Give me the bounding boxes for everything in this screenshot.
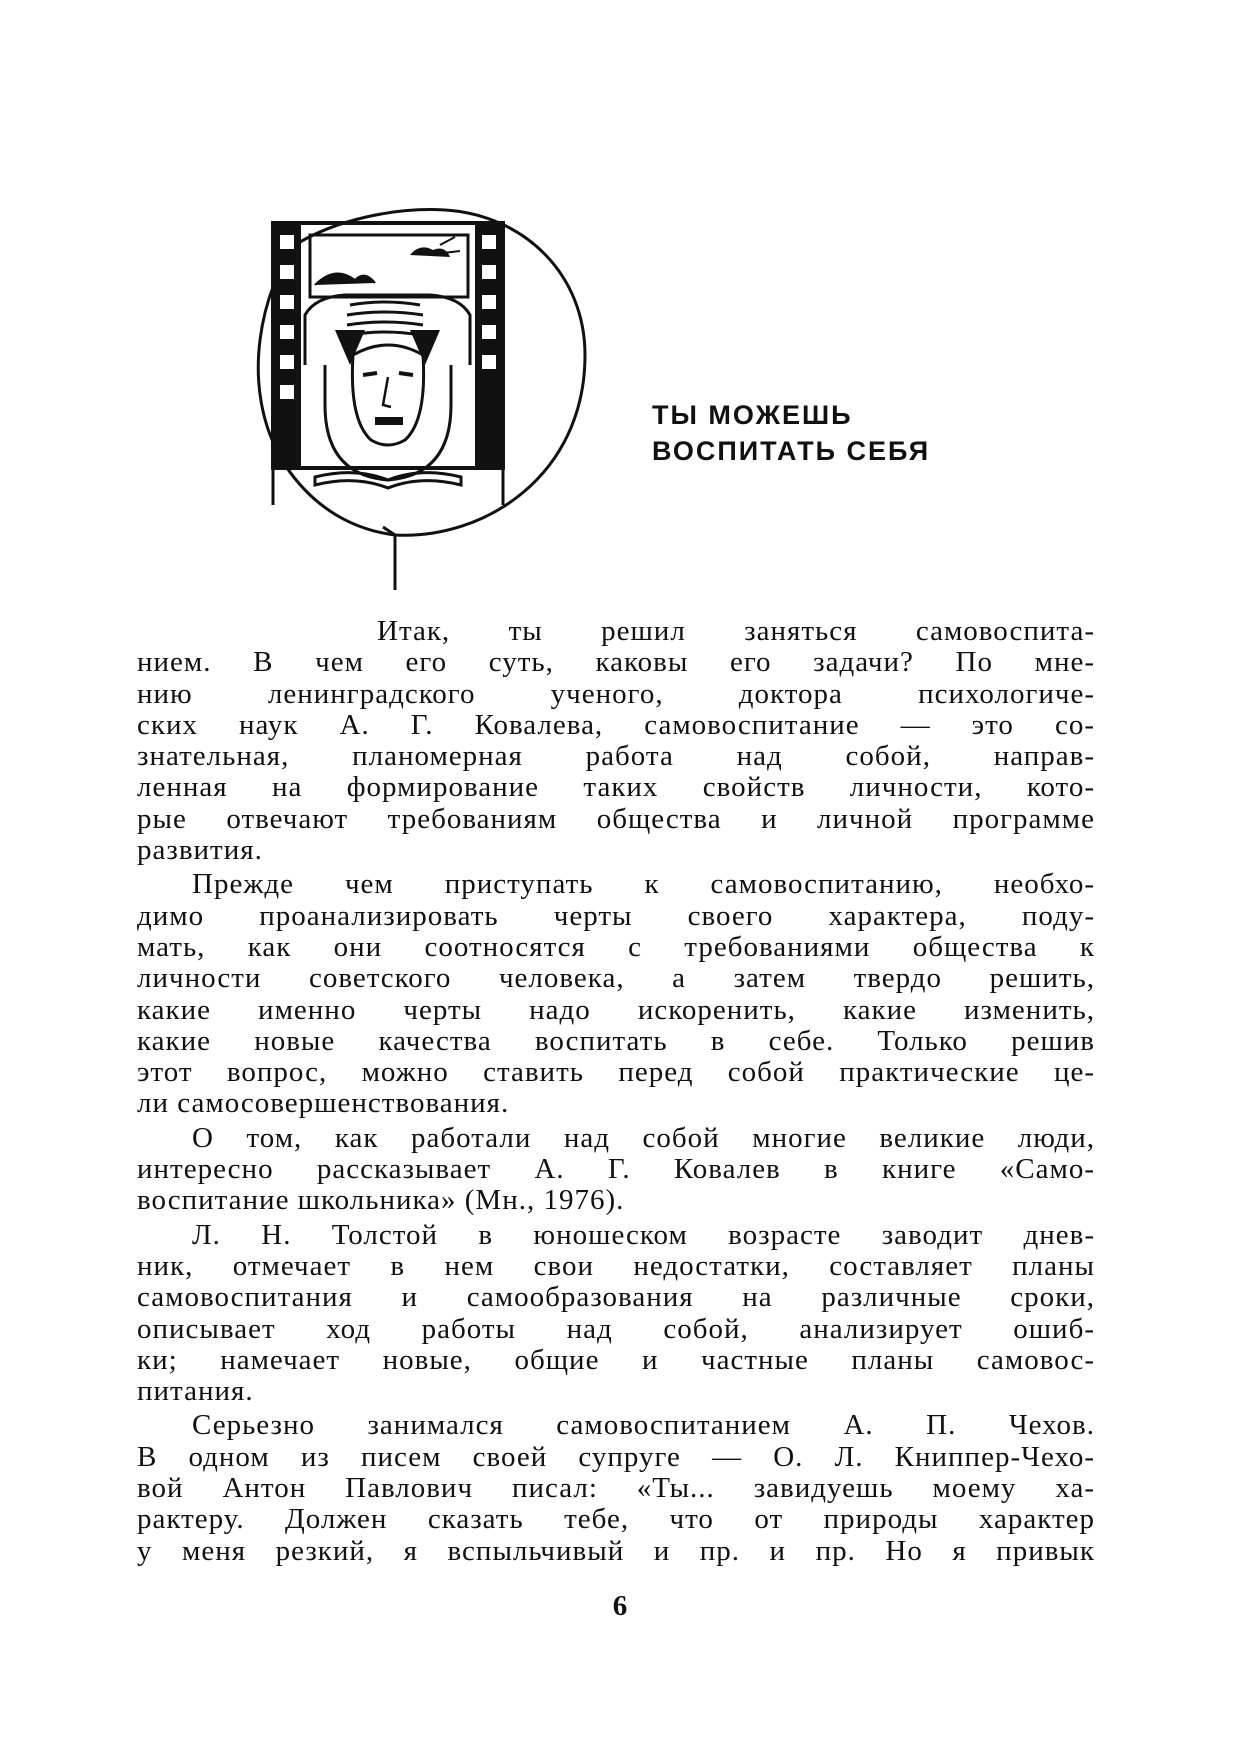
text-line: знательная, планомерная работа над собой, направ- bbox=[137, 741, 1095, 773]
text-line: О том, как работали над собой многие великие люди, bbox=[192, 1122, 1095, 1154]
text-line: Итак, ты решил заняться самовоспита- bbox=[377, 616, 1095, 647]
page-number: 6 bbox=[612, 1590, 628, 1622]
chapter-heading-line-2: ВОСПИТАТЬ СЕБЯ bbox=[652, 436, 931, 466]
text-line: личности советского человека, а затем твердо решить, bbox=[137, 963, 1095, 995]
text-line: вой Антон Павлович писал: «Ты... завидуешь моему ха- bbox=[137, 1473, 1095, 1505]
text-line: у меня резкий, я вспыльчивый и пр. и пр. Но я привык bbox=[137, 1535, 1095, 1567]
paragraph bbox=[137, 1220, 1095, 1408]
paragraph bbox=[137, 1410, 1095, 1566]
text-line: развития. bbox=[137, 835, 263, 867]
text-line: Серьезно занимался самовоспитанием А. П. Чехов. bbox=[192, 1410, 1095, 1442]
text-line: ник, отмечает в нем свои недостатки, составляет планы bbox=[137, 1250, 1095, 1282]
text-line: рактеру. Должен сказать тебе, что от природы характер bbox=[137, 1504, 1095, 1536]
text-line: Л. Н. Толстой в юношеском возрасте заводит днев- bbox=[192, 1219, 1095, 1251]
chapter-illustration bbox=[255, 205, 600, 600]
paragraph bbox=[137, 1123, 1095, 1217]
text-line: Прежде чем приступать к самовоспитанию, необхо- bbox=[192, 869, 1095, 901]
text-line: ки; намечает новые, общие и частные планы самовос- bbox=[137, 1344, 1095, 1376]
text-line: нием. В чем его суть, каковы его задачи? По мне- bbox=[137, 647, 1095, 679]
text-line: нию ленинградского ученого, доктора психологиче- bbox=[137, 678, 1095, 710]
text-line: мать, как они соотносятся с требованиями общества к bbox=[137, 931, 1095, 963]
text-line: какие именно черты надо искоренить, какие изменить, bbox=[137, 994, 1095, 1026]
text-line: описывает ход работы над собой, анализирует ошиб- bbox=[137, 1313, 1095, 1345]
text-line: самовоспитания и самообразования на различные сроки, bbox=[137, 1282, 1095, 1314]
paragraph bbox=[137, 616, 1095, 866]
text-line: димо проанализировать черты своего характера, поду- bbox=[137, 900, 1095, 932]
text-line: питания. bbox=[137, 1376, 254, 1408]
text-line: рые отвечают требованиям общества и личной программе bbox=[137, 803, 1095, 835]
text-line: воспитание школьника» (Мн., 1976). bbox=[137, 1185, 625, 1217]
body-text bbox=[137, 616, 1095, 1567]
text-line: ли самосовершенствования. bbox=[137, 1088, 510, 1120]
chapter-heading bbox=[652, 397, 930, 469]
text-line: этот вопрос, можно ставить перед собой практические це- bbox=[137, 1057, 1095, 1089]
text-line: интересно рассказывает А. Г. Ковалев в книге «Само- bbox=[137, 1154, 1095, 1186]
text-line: ских наук А. Г. Ковалева, самовоспитание — это со- bbox=[137, 709, 1095, 741]
text-line: какие новые качества воспитать в себе. Только решив bbox=[137, 1025, 1095, 1057]
text-line: В одном из писем своей супруге — О. Л. Книппер-Чехо- bbox=[137, 1441, 1095, 1473]
paragraph bbox=[137, 869, 1095, 1119]
text-line: ленная на формирование таких свойств личности, кото- bbox=[137, 772, 1095, 804]
chapter-heading-line-1: ТЫ МОЖЕШЬ bbox=[652, 400, 853, 430]
